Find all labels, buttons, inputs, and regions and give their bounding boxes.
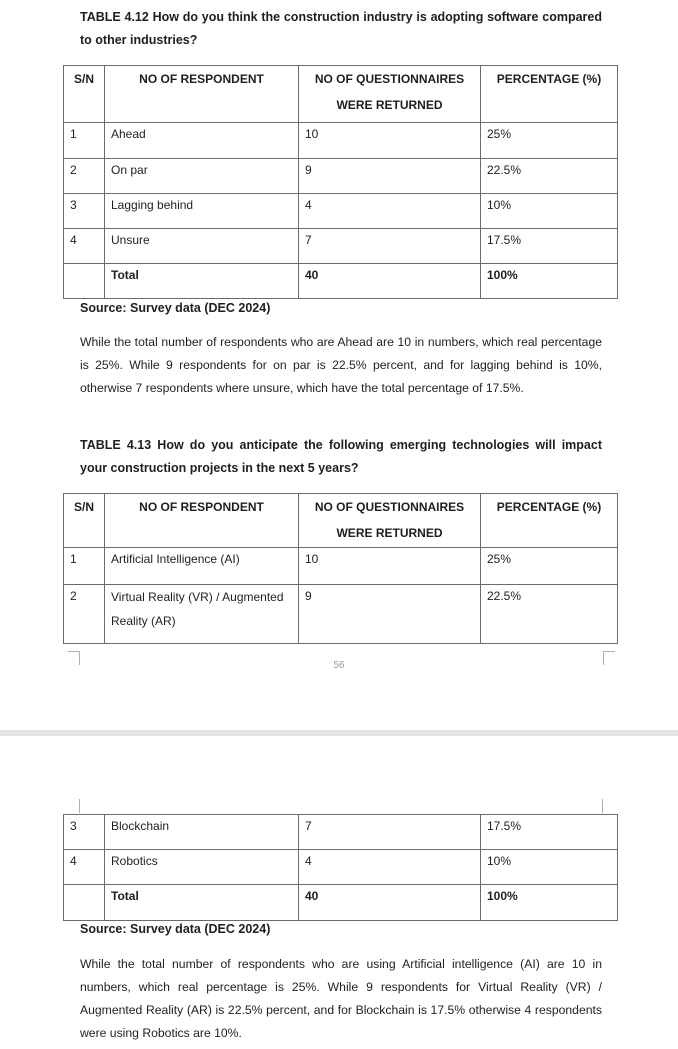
cell-total-label: Total xyxy=(105,885,299,921)
cell-respondent: Blockchain xyxy=(105,815,299,850)
cell-percentage: 10% xyxy=(481,850,618,885)
cell-sn: 4 xyxy=(64,850,105,885)
table-header-row xyxy=(64,494,618,548)
page-number: 56 xyxy=(333,660,345,671)
cell-returned: 7 xyxy=(299,815,481,850)
table-4-13-part-2 xyxy=(63,814,618,921)
table-4-12-source: Source: Survey data (DEC 2024) xyxy=(80,301,271,315)
crop-mark xyxy=(68,799,80,813)
table-4-12-paragraph: While the total number of respondents who are Ahead are 10 in numbers, which real percentage is 25%. While 9 respondents for on par is 22.5% percent, and for lagging behind is 10%, otherwise 7 respondents where unsure, which have the total percentage of 17.5%. xyxy=(80,335,602,395)
cell-sn: 2 xyxy=(64,159,105,194)
cell-returned: 4 xyxy=(299,850,481,885)
table-total-row xyxy=(64,264,618,299)
cell-total-returned: 40 xyxy=(299,264,481,299)
header-percentage: PERCENTAGE (%) xyxy=(481,66,618,123)
table-4-12-caption: TABLE 4.12 How do you think the construction industry is adopting software compared to other industries? xyxy=(80,10,602,47)
cell-percentage: 25% xyxy=(481,123,618,159)
cell-sn: 2 xyxy=(64,585,105,644)
table-row xyxy=(64,548,618,585)
header-sn: S/N xyxy=(64,66,105,123)
cell-returned: 9 xyxy=(299,159,481,194)
cell-respondent: Robotics xyxy=(105,850,299,885)
cell-sn: 3 xyxy=(64,815,105,850)
crop-mark xyxy=(591,799,603,813)
table-4-12 xyxy=(63,65,618,299)
cell-percentage: 10% xyxy=(481,194,618,229)
table-row xyxy=(64,194,618,229)
table-row xyxy=(64,585,618,644)
cell-percentage: 17.5% xyxy=(481,815,618,850)
cell-returned: 10 xyxy=(299,123,481,159)
cell-sn-empty xyxy=(64,885,105,921)
table-row xyxy=(64,123,618,159)
cell-respondent: On par xyxy=(105,159,299,194)
cell-sn: 1 xyxy=(64,548,105,585)
header-percentage: PERCENTAGE (%) xyxy=(481,494,618,548)
header-sn: S/N xyxy=(64,494,105,548)
header-respondent: NO OF RESPONDENT xyxy=(105,66,299,123)
cell-returned: 7 xyxy=(299,229,481,264)
cell-total-label: Total xyxy=(105,264,299,299)
cell-respondent: Lagging behind xyxy=(105,194,299,229)
header-returned: NO OF QUESTIONNAIRES WERE RETURNED xyxy=(299,494,481,548)
table-row xyxy=(64,229,618,264)
table-4-13-source: Source: Survey data (DEC 2024) xyxy=(80,922,271,936)
cell-percentage: 25% xyxy=(481,548,618,585)
cell-returned: 9 xyxy=(299,585,481,644)
cell-sn: 1 xyxy=(64,123,105,159)
table-4-13-caption: TABLE 4.13 How do you anticipate the following emerging technologies will impact your construction projects in the next 5 years? xyxy=(80,438,602,475)
header-respondent: NO OF RESPONDENT xyxy=(105,494,299,548)
table-row xyxy=(64,850,618,885)
cell-total-percentage: 100% xyxy=(481,264,618,299)
table-4-13-paragraph: While the total number of respondents who are using Artificial intelligence (AI) are 10 in numbers, which real percentage is 25%. While 9 respondents for Virtual Reality (VR) / Augmented Reality (AR) is 22.5% percent, and for Blockchain is 17.5% otherwise 4 respondents were using Robotics are 10%. xyxy=(80,957,602,1040)
table-4-13-part-1 xyxy=(63,493,618,644)
table-row xyxy=(64,815,618,850)
cell-respondent: Ahead xyxy=(105,123,299,159)
table-total-row xyxy=(64,885,618,921)
table-row xyxy=(64,159,618,194)
cell-total-returned: 40 xyxy=(299,885,481,921)
cell-sn: 4 xyxy=(64,229,105,264)
cell-sn: 3 xyxy=(64,194,105,229)
cell-percentage: 22.5% xyxy=(481,159,618,194)
cell-percentage: 22.5% xyxy=(481,585,618,644)
cell-respondent: Artificial Intelligence (AI) xyxy=(105,548,299,585)
cell-percentage: 17.5% xyxy=(481,229,618,264)
cell-sn-empty xyxy=(64,264,105,299)
cell-respondent: Virtual Reality (VR) / Augmented Reality (AR) xyxy=(105,585,299,644)
cell-returned: 4 xyxy=(299,194,481,229)
header-returned: NO OF QUESTIONNAIRES WERE RETURNED xyxy=(299,66,481,123)
cell-respondent: Unsure xyxy=(105,229,299,264)
cell-total-percentage: 100% xyxy=(481,885,618,921)
table-header-row xyxy=(64,66,618,123)
cell-returned: 10 xyxy=(299,548,481,585)
